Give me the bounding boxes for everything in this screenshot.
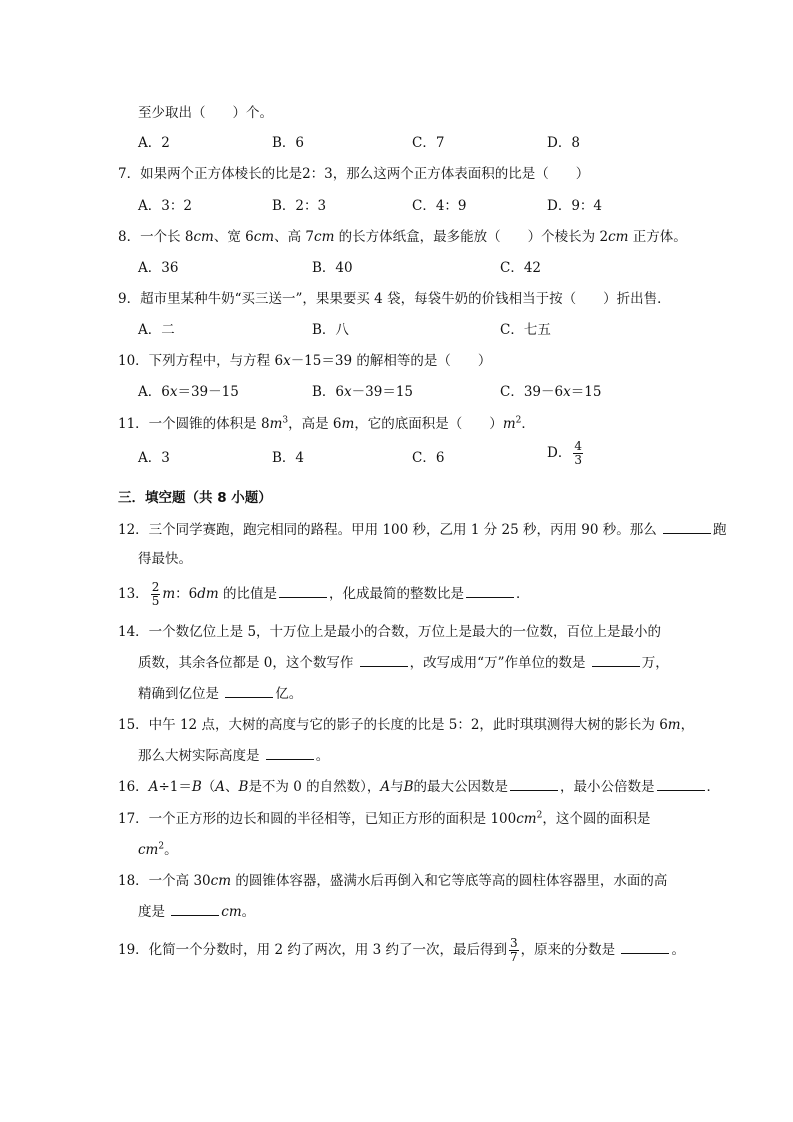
q16-text: 、 bbox=[225, 779, 239, 795]
q12-text: 12．三个同学赛跑，跑完相同的路程。甲用 100 秒，乙用 1 分 25 秒，丙用 90 秒。那么 bbox=[118, 522, 662, 538]
q16-text: 的最大公因数是 bbox=[413, 779, 509, 795]
q13-answer-blank-2[interactable] bbox=[466, 584, 514, 598]
q16-line bbox=[118, 777, 720, 797]
q18-answer-blank[interactable] bbox=[171, 902, 219, 916]
q17-text: 。 bbox=[164, 842, 178, 858]
q16-var: B bbox=[403, 779, 414, 795]
q10-stem-part: 10．下列方程中，与方程 6 bbox=[118, 353, 284, 369]
q8-stem-part: 正方体。 bbox=[628, 229, 687, 245]
q8-unit: cm bbox=[253, 229, 275, 245]
q14-text: 亿。 bbox=[275, 686, 303, 702]
q17-unit: cm bbox=[516, 811, 537, 827]
fraction-numerator: 3 bbox=[510, 936, 518, 950]
section-heading-fill-in: 三．填空题（共 8 小题） bbox=[118, 490, 272, 506]
q14-line2 bbox=[138, 653, 669, 673]
q14-line3 bbox=[138, 684, 302, 704]
q13-unit: dm bbox=[197, 586, 219, 602]
q11-unit: m bbox=[502, 416, 516, 432]
q17-line2 bbox=[138, 840, 178, 860]
q6-option-d: D．8 bbox=[547, 135, 580, 151]
q19-answer-blank[interactable] bbox=[621, 940, 669, 954]
q11-unit: m bbox=[269, 416, 283, 432]
q9-option-a: A．二 bbox=[138, 322, 175, 338]
q16-var: B bbox=[191, 779, 202, 795]
q16-var: A bbox=[148, 779, 159, 795]
q10-stem bbox=[118, 351, 491, 371]
q14-text: 质数，其余各位都是 0，这个数写作 bbox=[138, 655, 358, 671]
q10-opt-part: －39＝15 bbox=[351, 384, 413, 400]
q8-stem-part: 、高 7 bbox=[274, 229, 315, 245]
fraction-denominator: 3 bbox=[574, 453, 582, 467]
q16-answer-blank-1[interactable] bbox=[510, 777, 558, 791]
q17-text: ，这个圆的面积是 bbox=[542, 811, 651, 827]
q13-text: ：6 bbox=[175, 586, 198, 602]
q10-opt-part: B．6 bbox=[312, 384, 345, 400]
q11-stem-part: ，它的底面积是（ ） bbox=[354, 416, 503, 432]
q13-unit: m bbox=[162, 586, 176, 602]
q8-unit: cm bbox=[608, 229, 629, 245]
q15-answer-blank[interactable] bbox=[266, 746, 314, 760]
q14-answer-blank-1[interactable] bbox=[360, 653, 408, 667]
q19-text: 。 bbox=[671, 942, 685, 958]
q13-label: 13． bbox=[118, 586, 149, 602]
q11-option-b: B．4 bbox=[272, 450, 305, 466]
q8-stem-part: 8．一个长 8 bbox=[118, 229, 194, 245]
q8-stem-part: 的长方体纸盒，最多能放（ ）个棱长为 2 bbox=[334, 229, 609, 245]
q17-sup: 2 bbox=[158, 841, 165, 852]
q19-text: ，原来的分数是 bbox=[520, 942, 620, 958]
q15-text: ， bbox=[680, 717, 695, 733]
q16-text: ． bbox=[706, 779, 721, 795]
q11-option-c: C．6 bbox=[412, 450, 445, 466]
q15-line1 bbox=[118, 715, 694, 735]
q11-option-a: A．3 bbox=[138, 450, 170, 466]
q8-option-a: A．36 bbox=[138, 260, 179, 276]
q15-text: 。 bbox=[315, 748, 330, 764]
q9-option-b: B．八 bbox=[312, 322, 349, 338]
q10-option-b bbox=[312, 382, 413, 402]
q17-line1 bbox=[118, 809, 650, 829]
fraction-denominator: 5 bbox=[151, 594, 160, 608]
q6-option-a: A．2 bbox=[138, 135, 170, 151]
q13-text: ，化成最简的整数比是 bbox=[328, 586, 464, 602]
q18-unit: cm bbox=[221, 904, 242, 920]
q13-text: ． bbox=[515, 586, 530, 602]
q8-option-c: C．42 bbox=[500, 260, 542, 276]
q16-var: B bbox=[238, 779, 249, 795]
q16-text: 是不为 0 的自然数）， bbox=[248, 779, 381, 795]
q17-unit: cm bbox=[138, 842, 159, 858]
q18-line1 bbox=[118, 871, 667, 891]
q18-text: 。 bbox=[241, 904, 256, 920]
q10-option-a bbox=[138, 382, 239, 402]
q11-opt-d-label: D． bbox=[547, 445, 572, 461]
q10-var: x bbox=[563, 384, 571, 400]
q10-var: x bbox=[283, 353, 291, 369]
q14-answer-blank-2[interactable] bbox=[592, 653, 640, 667]
q11-sup: 2 bbox=[515, 415, 522, 426]
q18-text: 度是 bbox=[138, 904, 170, 920]
q15-line2 bbox=[138, 746, 329, 766]
q10-var: x bbox=[169, 384, 178, 400]
q7-option-d: D．9：4 bbox=[547, 198, 603, 214]
q8-stem-part: 、宽 6 bbox=[213, 229, 254, 245]
fraction-numerator: 2 bbox=[151, 580, 160, 594]
q15-text: 15．中午 12 点，大树的高度与它的影子的长度的比是 5：2，此时琪琪测得大树的影长为 6 bbox=[118, 717, 668, 733]
q13-answer-blank-1[interactable] bbox=[279, 584, 327, 598]
q10-opt-part: ＝39－15 bbox=[177, 384, 239, 400]
q8-unit: cm bbox=[314, 229, 335, 245]
q14-answer-blank-3[interactable] bbox=[225, 684, 273, 698]
q11-stem-part: ． bbox=[521, 416, 535, 432]
fraction-denominator: 7 bbox=[510, 950, 518, 964]
q11-opt-d-fraction bbox=[573, 440, 583, 467]
q9-option-c: C．七五 bbox=[500, 322, 551, 338]
q7-option-c: C．4：9 bbox=[412, 198, 467, 214]
q6-option-b: B．6 bbox=[272, 135, 305, 151]
q7-stem: 7．如果两个正方体棱长的比是2：3，那么这两个正方体表面积的比是（ ） bbox=[118, 166, 590, 182]
q9-stem: 9．超市里某种牛奶“买三送一”，果果要买 4 袋，每袋牛奶的价钱相当于按（ ）折出售． bbox=[118, 291, 671, 307]
q12-line2: 得最快。 bbox=[138, 551, 192, 567]
q19-fraction bbox=[509, 937, 519, 964]
q16-text: ，最小公倍数是 bbox=[560, 779, 655, 795]
q11-sup: 3 bbox=[282, 415, 289, 426]
q13-line bbox=[118, 581, 529, 608]
q7-option-b: B．2：3 bbox=[272, 198, 327, 214]
q7-option-a: A．3：2 bbox=[138, 198, 192, 214]
q18-line2 bbox=[138, 902, 255, 922]
q16-text: （ bbox=[201, 779, 216, 795]
q19-line bbox=[118, 937, 685, 964]
q18-unit: cm bbox=[210, 873, 232, 889]
q16-answer-blank-2[interactable] bbox=[657, 777, 705, 791]
q18-text: 18．一个高 30 bbox=[118, 873, 211, 889]
q18-text: 的圆锥体容器，盛满水后再倒入和它等底等高的圆柱体容器里，水面的高 bbox=[231, 873, 668, 889]
q16-text: ÷1＝ bbox=[158, 779, 192, 795]
q15-unit: m bbox=[667, 717, 681, 733]
q10-option-c bbox=[500, 382, 601, 402]
q11-stem bbox=[118, 414, 535, 434]
q12-line1 bbox=[118, 520, 727, 540]
q6-option-c: C．7 bbox=[412, 135, 445, 151]
q10-opt-part: A．6 bbox=[138, 384, 170, 400]
q8-unit: cm bbox=[193, 229, 214, 245]
q6-stem-tail: 至少取出（ ）个。 bbox=[138, 105, 273, 121]
q11-stem-part: ，高是 6 bbox=[288, 416, 342, 432]
q11-option-d bbox=[547, 440, 585, 467]
q16-var: A bbox=[215, 779, 226, 795]
q16-var: A bbox=[380, 779, 391, 795]
q11-unit: m bbox=[341, 416, 355, 432]
q16-text: 与 bbox=[390, 779, 404, 795]
fraction-numerator: 4 bbox=[574, 439, 582, 453]
q19-text: 19．化简一个分数时，用 2 约了两次，用 3 约了一次，最后得到 bbox=[118, 942, 508, 958]
q8-stem bbox=[118, 227, 687, 247]
q13-fraction bbox=[151, 581, 161, 608]
q13-text: 的比值是 bbox=[218, 586, 277, 602]
q17-text: 17．一个正方形的边长和圆的半径相等，已知正方形的面积是 100 bbox=[118, 811, 517, 827]
q11-stem-part: 11．一个圆锥的体积是 8 bbox=[118, 416, 270, 432]
q10-stem-part: －15＝39 的解相等的是（ ） bbox=[290, 353, 492, 369]
q14-text: ，改写成用“万”作单位的数是 bbox=[409, 655, 590, 671]
q14-text: 万， bbox=[641, 655, 669, 671]
q17-sup: 2 bbox=[536, 810, 543, 821]
q15-text: 那么大树实际高度是 bbox=[138, 748, 264, 764]
q14-line1: 14．一个数亿位上是 5，十万位上是最小的合数，万位上是最大的一位数，百位上是最小的 bbox=[118, 624, 662, 640]
q10-var: x bbox=[344, 384, 352, 400]
q16-label: 16． bbox=[118, 779, 149, 795]
q12-answer-blank[interactable] bbox=[663, 520, 711, 534]
q10-opt-part: C．39－6 bbox=[500, 384, 564, 400]
q12-text: 跑 bbox=[713, 522, 727, 538]
q8-option-b: B．40 bbox=[312, 260, 353, 276]
q10-opt-part: ＝15 bbox=[570, 384, 602, 400]
q14-text: 精确到亿位是 bbox=[138, 686, 224, 702]
